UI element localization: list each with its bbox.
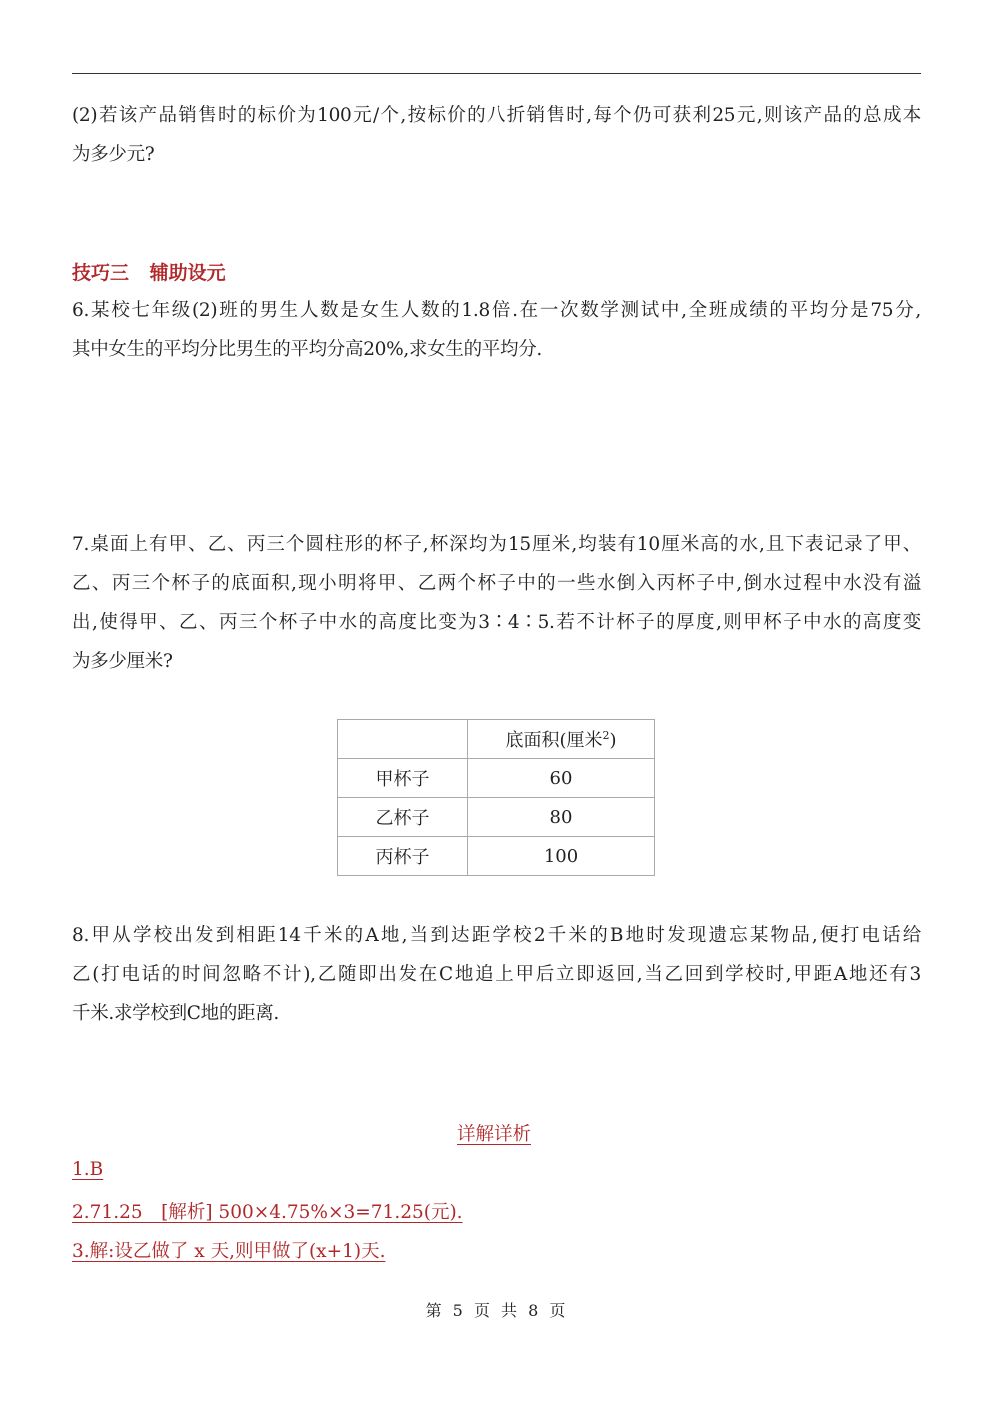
page-number: 第 5 页 共 8 页 xyxy=(425,1301,566,1320)
table-header-row xyxy=(338,720,655,759)
table-row xyxy=(338,759,655,798)
question-8 xyxy=(72,916,921,1033)
table-cell: 丙杯子 xyxy=(338,837,468,876)
text-line: 8.甲从学校出发到相距14千米的A地,当到达距学校2千米的B地时发现遗忘某物品,便打电话给 xyxy=(72,925,921,946)
question-5-part-2 xyxy=(72,96,921,174)
table-header-cell xyxy=(338,720,468,759)
text-line: 其中女生的平均分比男生的平均分高20%,求女生的平均分. xyxy=(72,339,542,360)
answer-item: 1.B xyxy=(72,1159,104,1180)
header-rule xyxy=(72,73,921,74)
question-7 xyxy=(72,525,921,681)
section-heading: 技巧三 辅助设元 xyxy=(72,262,226,284)
table-row xyxy=(338,837,655,876)
table-row xyxy=(338,798,655,837)
text-line: 为多少元? xyxy=(72,144,155,165)
table-cell: 100 xyxy=(468,837,655,876)
question-6 xyxy=(72,291,921,369)
table-header-cell xyxy=(468,720,655,759)
table-cell: 60 xyxy=(468,759,655,798)
answers-title: 详解详析 xyxy=(457,1124,532,1145)
table-cell: 甲杯子 xyxy=(338,759,468,798)
text-line: 千米.求学校到C地的距离. xyxy=(72,1003,280,1024)
text-line: (2)若该产品销售时的标价为100元/个,按标价的八折销售时,每个仍可获利25元,则该产品的总成本 xyxy=(72,105,921,126)
table-cell: 乙杯子 xyxy=(338,798,468,837)
text-line: 6.某校七年级(2)班的男生人数是女生人数的1.8倍.在一次数学测试中,全班成绩的平均分是75分, xyxy=(72,300,921,321)
text-line: 出,使得甲、乙、丙三个杯子中水的高度比变为3∶4∶5.若不计杯子的厚度,则甲杯子中水的高度变 xyxy=(72,612,921,633)
header-text: ) xyxy=(609,730,617,751)
text-line: 为多少厘米? xyxy=(72,651,173,672)
text-line: 乙、丙三个杯子的底面积,现小明将甲、乙两个杯子中的一些水倒入丙杯子中,倒水过程中水没有溢 xyxy=(72,573,921,594)
header-superscript: 2 xyxy=(602,729,610,742)
header-text: 底面积(厘米 xyxy=(505,730,603,751)
cup-area-table xyxy=(337,719,655,876)
answer-item: 3.解:设乙做了 x 天,则甲做了(x+1)天. xyxy=(72,1241,386,1262)
text-line: 7.桌面上有甲、乙、丙三个圆柱形的杯子,杯深均为15厘米,均装有10厘米高的水,且下表记录了甲、 xyxy=(72,534,921,555)
text-line: 乙(打电话的时间忽略不计),乙随即出发在C地追上甲后立即返回,当乙回到学校时,甲距A地还有3 xyxy=(72,964,921,985)
answer-item: 2.71.25 [解析] 500×4.75%×3=71.25(元). xyxy=(72,1202,463,1223)
table-cell: 80 xyxy=(468,798,655,837)
